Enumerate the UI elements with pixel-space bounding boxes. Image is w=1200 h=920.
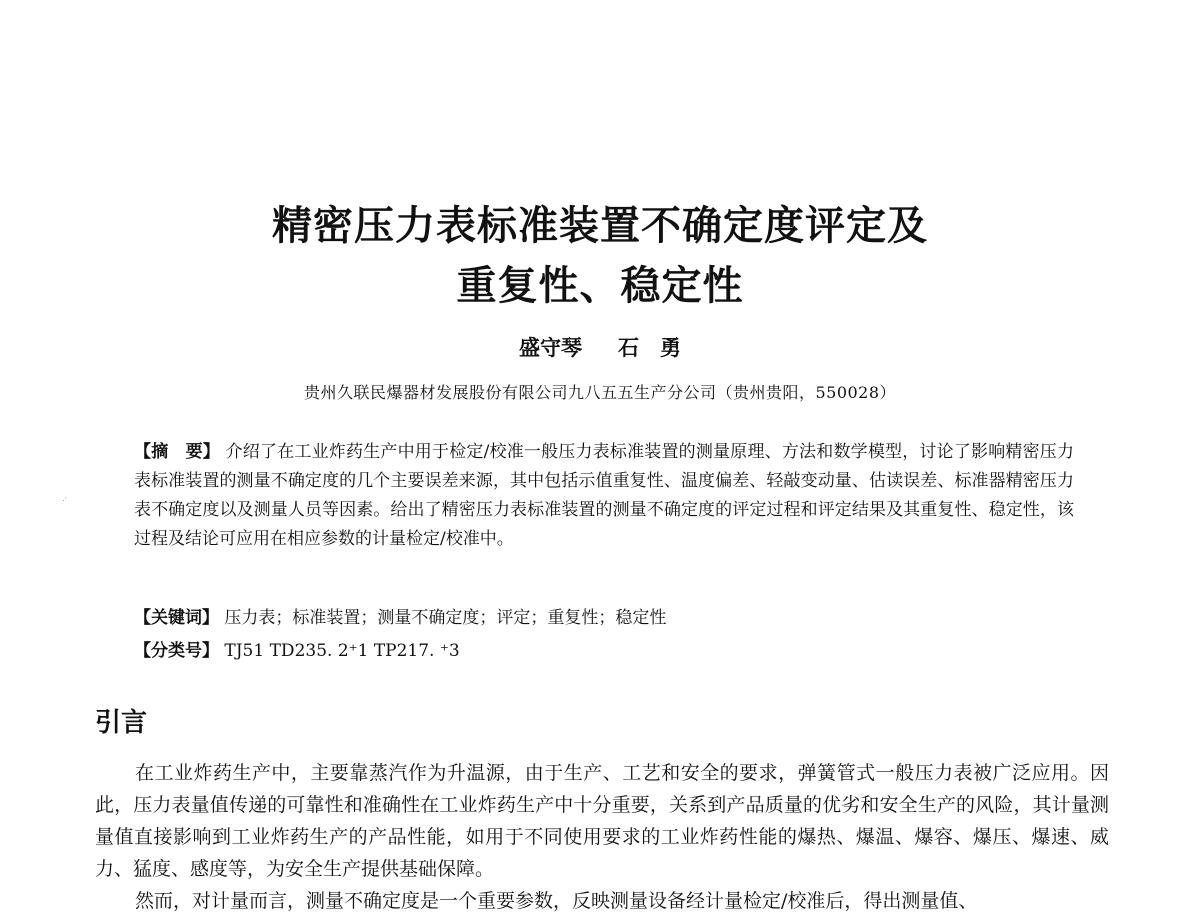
- author-list: [0, 332, 1200, 362]
- author-1: 盛守琴: [519, 335, 582, 360]
- affiliation: 贵州久联民爆器材发展股份有限公司九八五五生产分公司（贵州贵阳，550028）: [303, 383, 897, 402]
- author-2: 石 勇: [618, 335, 681, 360]
- body-paragraph-2: 然而，对计量而言，测量不确定度是一个重要参数，反映测量设备经计量检定/校准后，得出测量值、: [135, 890, 978, 912]
- abstract-label: 【摘 要】: [134, 442, 220, 462]
- section-heading: 引言: [95, 708, 148, 738]
- body-paragraph-1: 在工业炸药生产中，主要靠蒸汽作为升温源，由于生产、工艺和安全的要求，弹簧管式一般压力表被广泛应用。因此，压力表量值传递的可靠性和准确性在工业炸药生产中十分重要，关系到产品质量的优劣和安全生产的风险，其计量测量值直接影响到工业炸药生产的产品性能，如用于不同使用要求的工业炸药性能的爆热、爆温、爆容、爆压、爆速、威力、猛度、感度等，为安全生产提供基础保障。: [95, 762, 1109, 880]
- classification: [134, 636, 460, 661]
- classification-text: TJ51 TD235. 2⁺1 TP217. ⁺3: [224, 641, 460, 661]
- paper-title-line-2: 重复性、稳定性: [456, 262, 744, 309]
- abstract-text: 介绍了在工业炸药生产中用于检定/校准一般压力表标准装置的测量原理、方法和数学模型，讨论了影响精密压力表标准装置的测量不确定度的几个主要误差来源，其中包括示值重复性、温度偏差、轻敲变动量、估读误差、标准器精密压力表不确定度以及测量人员等因素。给出了精密压力表标准装置的测量不确定度的评定过程和评定结果及其重复性、稳定性，该过程及结论可应用在相应参数的计量检定/校准中。: [134, 442, 1075, 549]
- keywords-label: 【关键词】: [134, 608, 219, 628]
- scan-speck: .·: [62, 494, 68, 503]
- keywords: [134, 603, 666, 628]
- keywords-text: 压力表；标准装置；测量不确定度；评定；重复性；稳定性: [224, 608, 667, 628]
- abstract: [134, 438, 1074, 554]
- classification-label: 【分类号】: [134, 641, 219, 661]
- paper-title-line-1: 精密压力表标准装置不确定度评定及: [272, 202, 928, 249]
